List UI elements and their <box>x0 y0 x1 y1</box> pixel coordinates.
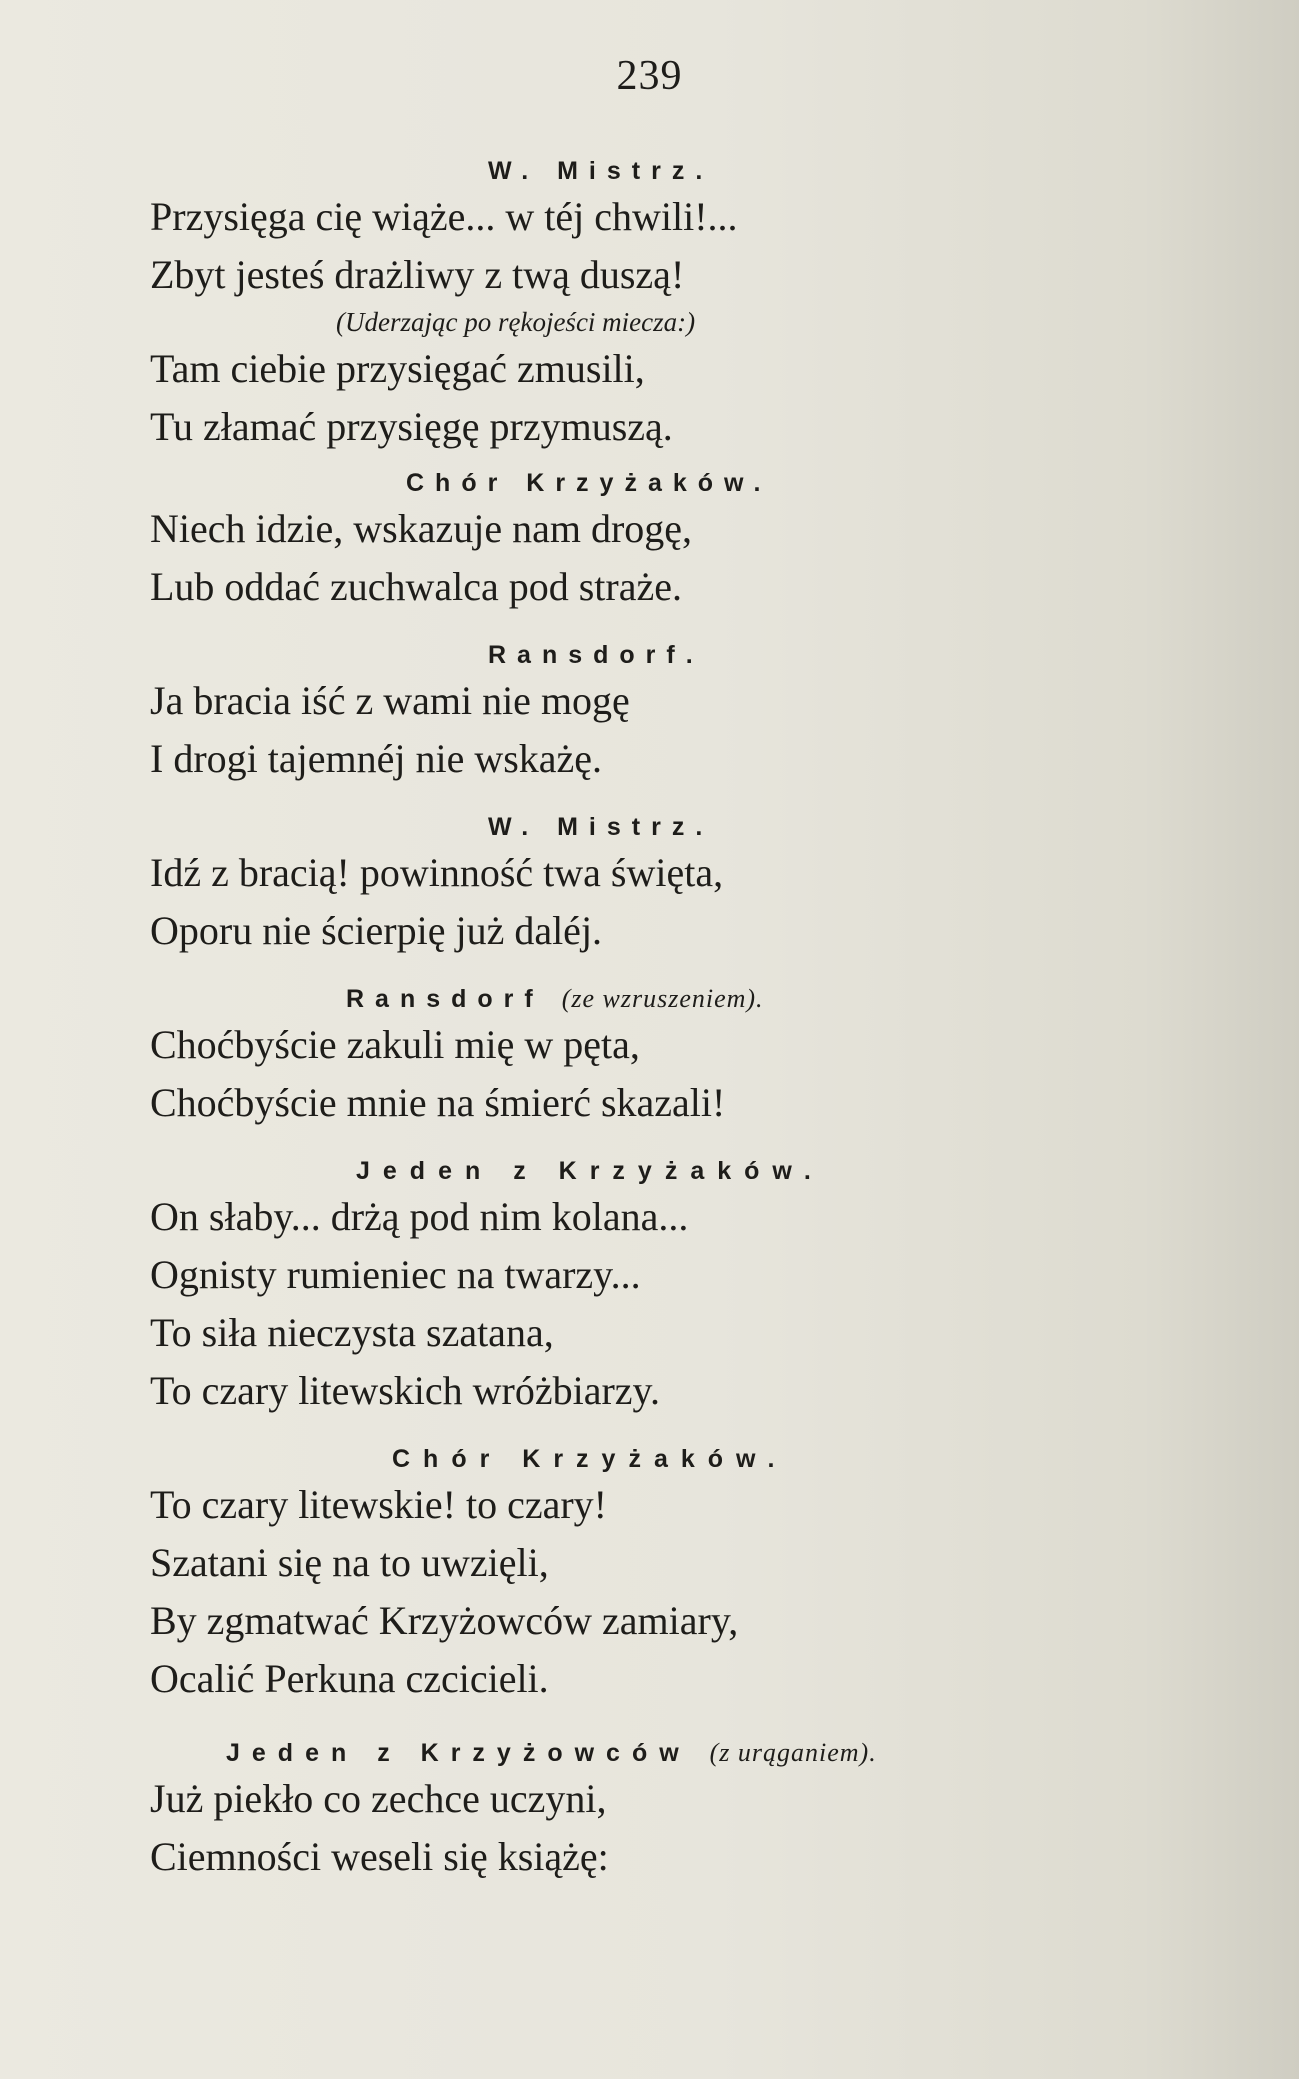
speech-block <box>150 466 1150 616</box>
stage-direction: (ze wzruszeniem). <box>561 984 764 1013</box>
verse-line: Ciemności weseli się książę: <box>150 1834 609 1879</box>
verse-line: I drogi tajemnéj nie wskażę. <box>150 736 603 781</box>
verse-line: To czary litewskich wróżbiarzy. <box>150 1368 660 1413</box>
verse-line: Szatani się na to uwzięli, <box>150 1540 549 1585</box>
speech-block <box>150 810 1150 960</box>
speaker-name: Jeden z Krzyżaków. <box>356 1157 824 1185</box>
speaker-heading <box>150 1736 1150 1770</box>
verse-line: Lub oddać zuchwalca pod straże. <box>150 564 682 609</box>
verse-line: Idź z bracią! powinność twa święta, <box>150 850 724 895</box>
verse-line: Choćbyście zakuli mię w pęta, <box>150 1022 640 1067</box>
speaker-heading <box>150 1154 1150 1188</box>
verse-line: Tam ciebie przysięgać zmusili, <box>150 346 645 391</box>
speaker-name: Jeden z Krzyżowców <box>226 1739 691 1767</box>
speaker-name: W. Mistrz. <box>488 813 714 841</box>
verse-line: Ognisty rumieniec na twarzy... <box>150 1252 641 1297</box>
verse-line: To siła nieczysta szatana, <box>150 1310 554 1355</box>
verse-line: Już piekło co zechce uczyni, <box>150 1776 607 1821</box>
verse-line: Choćbyście mnie na śmierć skazali! <box>150 1080 726 1125</box>
speech-block <box>150 154 1150 456</box>
speaker-heading <box>150 638 1150 672</box>
speaker-heading <box>150 466 1150 500</box>
speaker-heading <box>150 1442 1150 1476</box>
speech-block <box>150 1154 1150 1420</box>
verse-line: Niech idzie, wskazuje nam drogę, <box>150 506 693 551</box>
speaker-name: Ransdorf. <box>488 641 704 669</box>
speaker-name: W. Mistrz. <box>488 157 714 185</box>
verse-line: Zbyt jesteś drażliwy z twą duszą! <box>150 252 685 297</box>
page-number: 239 <box>616 53 683 99</box>
verse-line: Ocalić Perkuna czcicieli. <box>150 1656 549 1701</box>
verse-line: To czary litewskie! to czary! <box>150 1482 607 1527</box>
speaker-name: Chór Krzyżaków. <box>406 469 772 497</box>
speech-block <box>150 1736 1150 1886</box>
speaker-heading <box>150 982 1150 1016</box>
verse-line: On słaby... drżą pod nim kolana... <box>150 1194 689 1239</box>
verse-line: Przysięga cię wiąże... w téj chwili!... <box>150 194 738 239</box>
speaker-name: Chór Krzyżaków. <box>392 1445 788 1473</box>
verse-line: By zgmatwać Krzyżowców zamiary, <box>150 1598 739 1643</box>
verse-line: Ja bracia iść z wami nie mogę <box>150 678 630 723</box>
verse-line: Oporu nie ścierpię już daléj. <box>150 908 603 953</box>
speaker-heading <box>150 154 1150 188</box>
stage-direction: (z urąganiem). <box>709 1738 877 1767</box>
stage-direction: (Uderzając po rękojeści miecza:) <box>336 307 696 337</box>
speech-block <box>150 982 1150 1132</box>
page-content <box>150 148 1150 1886</box>
speech-block <box>150 638 1150 788</box>
speech-block <box>150 1442 1150 1708</box>
speaker-name: Ransdorf <box>346 985 544 1013</box>
verse-line: Tu złamać przysięgę przymuszą. <box>150 404 673 449</box>
speaker-heading <box>150 810 1150 844</box>
